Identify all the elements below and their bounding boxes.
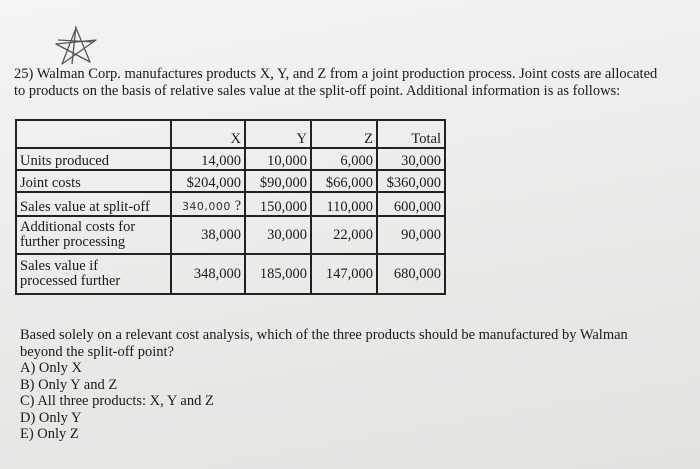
cell-y: $90,000 <box>245 170 311 192</box>
unknown-mark: ? <box>234 198 241 214</box>
row-label: Sales value at split-off <box>16 192 171 216</box>
header-blank <box>16 120 171 148</box>
table-row <box>16 170 445 192</box>
row-label <box>16 216 171 254</box>
cell-total: 600,000 <box>377 192 445 216</box>
row-label-line-2: processed further <box>20 273 121 289</box>
table-row <box>16 216 445 254</box>
option-b: B) Only Y and Z <box>20 376 118 393</box>
header-z: Z <box>311 120 377 148</box>
row-label: Units produced <box>16 148 171 170</box>
header-x: X <box>171 120 245 148</box>
cell-y: 30,000 <box>245 216 311 254</box>
question-line-1: 25) Walman Corp. manufactures products X, Y, and Z from a joint production process. Joint costs are allocated <box>14 66 658 82</box>
header-total: Total <box>377 120 445 148</box>
cell-z: 22,000 <box>311 216 377 254</box>
cell-y: 185,000 <box>245 254 311 294</box>
cell-y: 10,000 <box>245 148 311 170</box>
prompt-line-1: Based solely on a relevant cost analysis, which of the three products should be manufactured by Walman <box>20 327 628 343</box>
row-label-line-1: Sales value if <box>20 258 99 274</box>
table-row <box>16 192 445 216</box>
table-row <box>16 148 445 170</box>
cell-x: 38,000 <box>171 216 245 254</box>
prompt-line-2: beyond the split-off point? <box>20 343 174 360</box>
row-label-line-2: further processing <box>20 234 126 250</box>
row-label-line-1: Additional costs for <box>20 219 136 235</box>
cell-x: 14,000 <box>171 148 245 170</box>
option-a: A) Only X <box>20 360 83 376</box>
product-data-table <box>15 119 446 295</box>
cell-total: 90,000 <box>377 216 445 254</box>
header-y: Y <box>245 120 311 148</box>
cell-x: $204,000 <box>171 170 245 192</box>
cell-total: 680,000 <box>377 254 445 294</box>
row-label <box>16 254 171 294</box>
cell-x <box>171 192 245 216</box>
handwritten-value: 340,000 <box>181 200 231 213</box>
cell-total: $360,000 <box>377 170 445 192</box>
cell-z: 147,000 <box>311 254 377 294</box>
option-c: C) All three products: X, Y and Z <box>20 393 214 409</box>
option-e: E) Only Z <box>20 426 79 442</box>
cell-z: $66,000 <box>311 170 377 192</box>
table-header-row <box>16 120 445 148</box>
handwritten-star-icon <box>50 24 100 70</box>
cell-total: 30,000 <box>377 148 445 170</box>
cell-z: 6,000 <box>311 148 377 170</box>
question-line-2: to products on the basis of relative sales value at the split-off point. Additional information is as follows: <box>14 83 621 99</box>
question-text <box>14 66 698 100</box>
cell-z: 110,000 <box>311 192 377 216</box>
option-d: D) Only Y <box>20 409 82 426</box>
answer-section <box>20 327 690 443</box>
cell-x: 348,000 <box>171 254 245 294</box>
row-label: Joint costs <box>16 170 171 192</box>
cell-y: 150,000 <box>245 192 311 216</box>
table-row <box>16 254 445 294</box>
